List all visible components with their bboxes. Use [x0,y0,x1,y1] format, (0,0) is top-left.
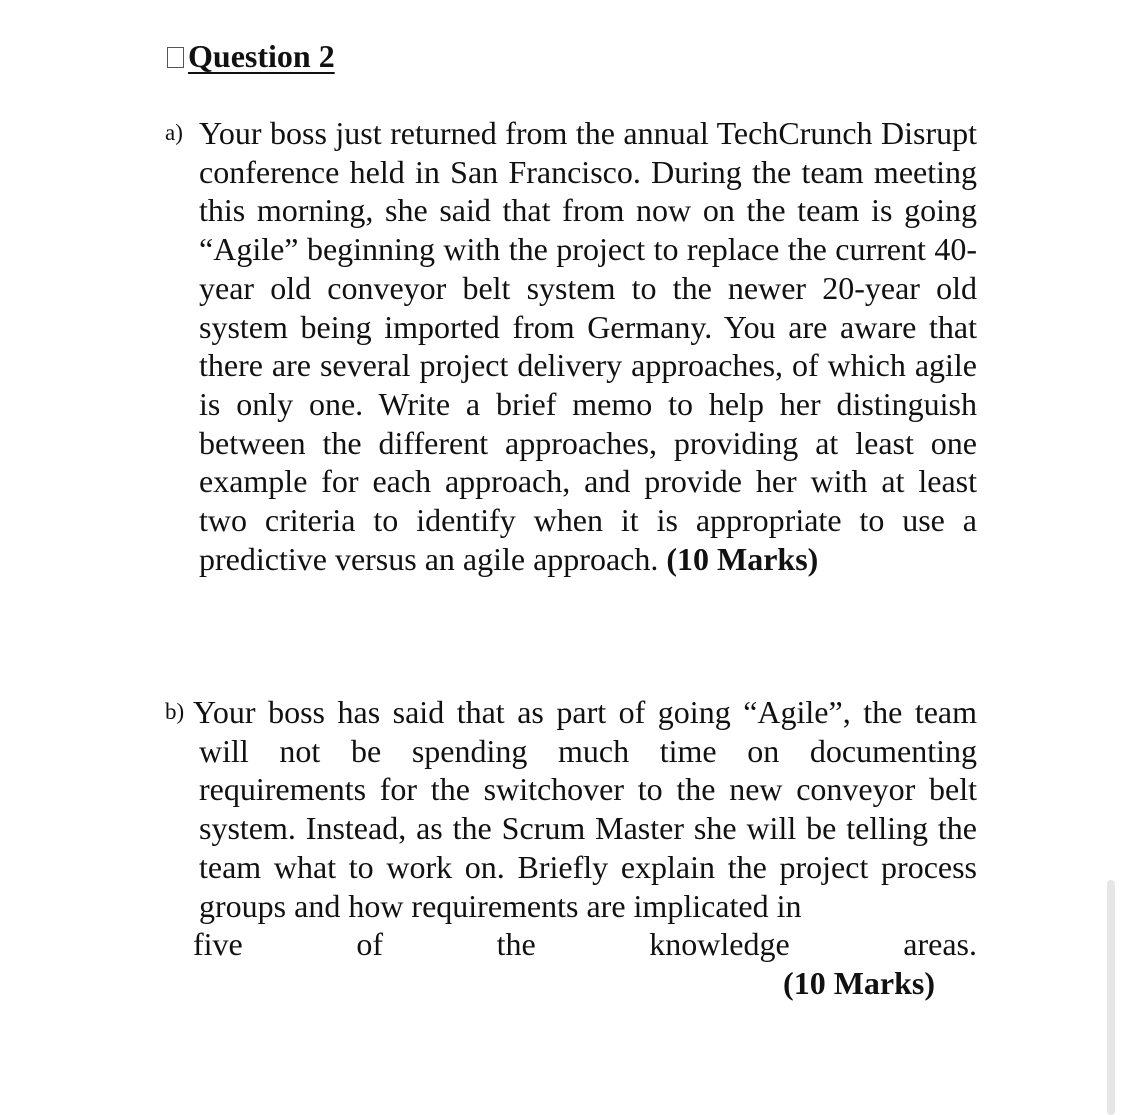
question-part-b [165,693,977,1003]
question-heading-text: Question 2 [188,38,335,74]
part-a-label: a) [165,120,183,145]
checkbox-glyph-icon [167,47,184,68]
part-b-last-line: five of the knowledge areas. [193,926,977,963]
part-a-marks: (10 Marks) [666,540,819,577]
part-b-paragraph [193,693,977,925]
part-b-label: b) [165,699,185,724]
question-heading [167,36,335,76]
question-part-a [165,114,977,578]
part-a-paragraph [199,114,977,578]
part-b-marks: (10 Marks) [783,964,935,1001]
part-b-text: Your boss has said that as part of going “Agile”, the team will not be spending much time on documenting requirements for the switchover to the new conveyor belt system. Instead, as the Scrum Master she will be telling the team what to work on. Briefly explain the project process groups and how requirements are implicated in [193,694,977,924]
part-a-text: Your boss just returned from the annual TechCrunch Disrupt conference held in San Francisco. During the team meeting this morning, she said that from now on the team is going “Agile” beginning with the project to replace the current 40-year old conveyor belt system to the newer 20-year old system being imported from Germany. You are aware that there are several project delivery approaches, of which agile is only one. Write a brief memo to help her distinguish between the different approaches, providing at least one example for each approach, and provide her with at least two criteria to identify when it is appropriate to use a predictive versus an agile approach. [199,115,977,577]
vertical-scrollbar[interactable] [1107,880,1115,1115]
